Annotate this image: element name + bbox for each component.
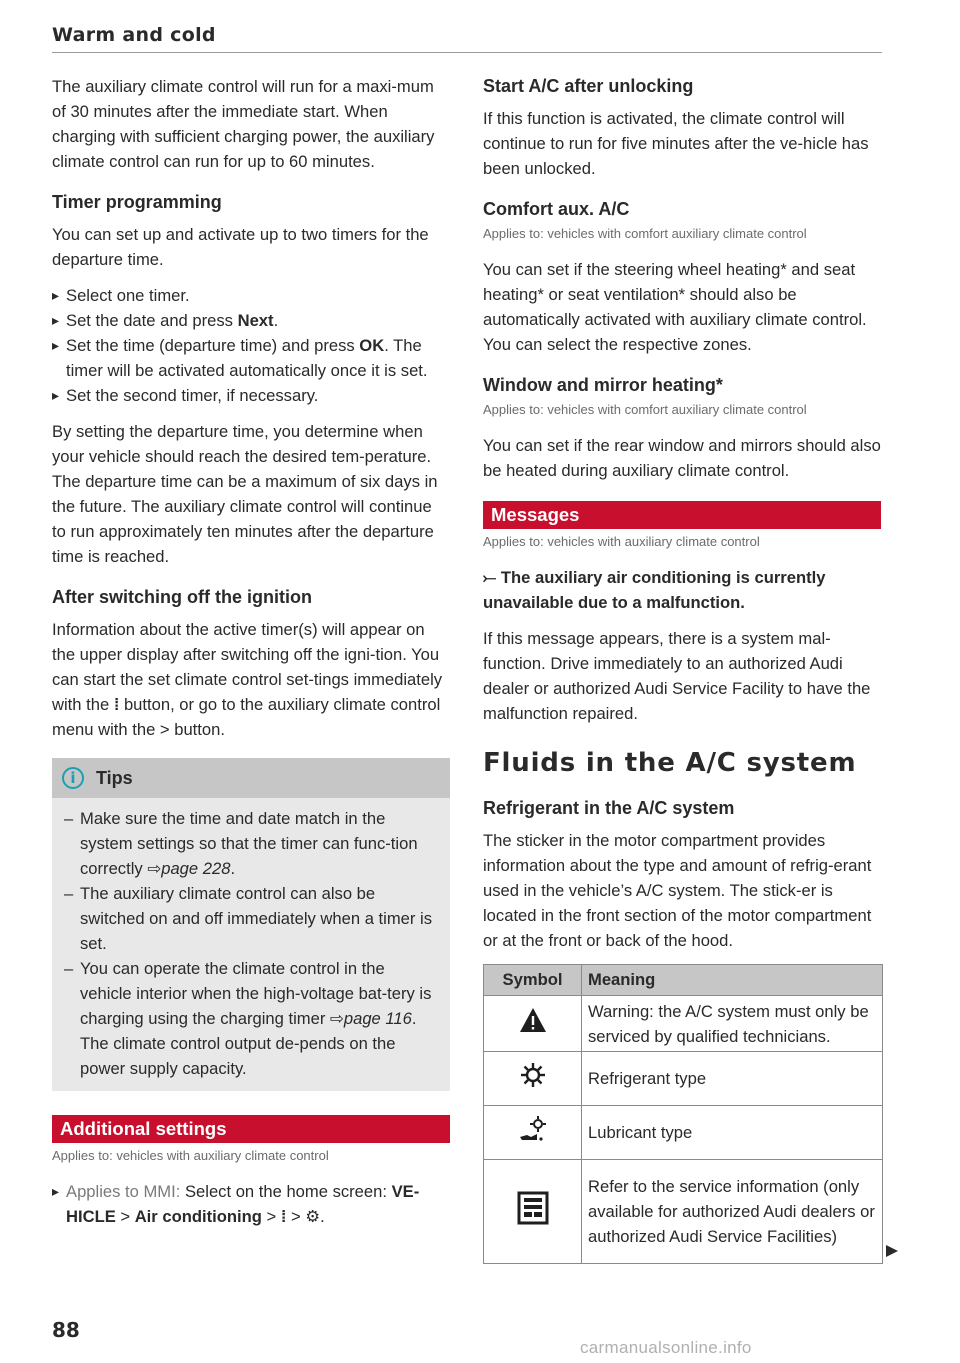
page-ref-116[interactable]: page 116 — [343, 1009, 412, 1028]
right-column — [483, 74, 881, 1264]
timer-heading: Timer programming — [52, 192, 222, 212]
step-3-text: Set the time (departure time) and press — [66, 336, 360, 355]
symbol-table — [483, 964, 883, 1264]
messages-heading: Messages — [483, 501, 881, 529]
step-3-post: . The timer will be activated automatically once it is set. — [66, 336, 428, 380]
refrigerant-paragraph: The sticker in the motor compartment provides information about the type and amount of refrig-erant used in the vehicle’s A/C system. The stick-er is located in the front section of the motor compartment or at the front or back of the hood. — [483, 831, 872, 950]
ac-fan-icon: ⤚ — [483, 568, 497, 587]
page-number: 88 — [52, 1318, 80, 1342]
tip-1-text: Make sure the time and date match in the system settings so that the timer can func-tion correctly — [80, 809, 418, 878]
service-manual-icon — [484, 1160, 582, 1264]
step-2-text: Set the date and press — [66, 311, 238, 330]
tip-2: – The auxiliary climate control can also be switched on and off immediately when a timer is set. — [52, 881, 450, 956]
message-paragraph: If this message appears, there is a system mal-function. Drive immediately to an authorized Audi dealer or authorized Audi Service Facility to have the malfunction repaired. — [483, 629, 871, 723]
tips-box — [52, 758, 450, 1091]
page-ref-arrow-icon: ⇨ — [329, 1009, 344, 1028]
mmi-label: Applies to MMI: — [66, 1182, 181, 1201]
table-row — [484, 1160, 883, 1264]
table-cell-meaning: Refrigerant type — [582, 1052, 883, 1106]
comfort-applies: Applies to: vehicles with comfort auxiliary climate control — [483, 226, 807, 241]
lubricant-icon — [484, 1106, 582, 1160]
comfort-paragraph: You can set if the steering wheel heating* and seat heating* or seat ventilation* should also be automatically activated with auxiliary climate control. You can select the respective zones. — [483, 260, 867, 354]
vehicle-menu-label: VE-HICLE — [66, 1182, 420, 1226]
menu-separator: > — [115, 1207, 135, 1226]
meaning-column-header: Meaning — [582, 965, 883, 996]
next-label: Next — [237, 311, 274, 330]
mmi-text: Select on the home screen: — [180, 1182, 392, 1201]
table-cell-meaning: Lubricant type — [582, 1106, 883, 1160]
ignition-text-2: button, or go to the auxiliary climate control menu with the > button. — [52, 695, 441, 739]
tip-3-post: . The climate control output de-pends on the power supply capacity. — [80, 1009, 417, 1078]
additional-settings-heading: Additional settings — [52, 1115, 450, 1143]
comfort-heading: Comfort aux. A/C — [483, 199, 630, 219]
start-ac-paragraph: If this function is activated, the climate control will continue to run for five minutes after the ve-hicle has been unlocked. — [483, 109, 869, 178]
tip-1: – Make sure the time and date match in the system settings so that the timer can func-tion correctly ⇨page 228. — [52, 806, 450, 881]
symbol-column-header: Symbol — [484, 965, 582, 996]
left-column — [52, 74, 450, 1229]
page-ref-arrow-icon: ⇨ — [147, 859, 162, 878]
header-title: Warm and cold — [52, 24, 216, 46]
fluids-heading: Fluids in the A/C system — [483, 748, 857, 778]
table-row — [484, 996, 883, 1052]
ignition-paragraph — [52, 617, 450, 742]
tip-3-text: You can operate the climate control in the vehicle interior when the high-voltage bat-tery is charging using the charging timer — [80, 959, 432, 1028]
messages-applies: Applies to: vehicles with auxiliary climate control — [483, 534, 760, 549]
page-header — [52, 24, 882, 53]
timer-intro: You can set up and activate up to two timers for the departure time. — [52, 225, 429, 269]
settings-gear-icon: ⚙ — [305, 1207, 321, 1226]
table-cell-meaning: Refer to the service information (only available for authorized Audi dealers or authorized Audi Service Facilities) — [582, 1160, 883, 1264]
warning-triangle-icon — [484, 996, 582, 1052]
step-3 — [52, 333, 450, 383]
table-cell-meaning: Warning: the A/C system must only be serviced by qualified technicians. — [582, 996, 883, 1052]
step-1: ▸ Select one timer. — [52, 283, 450, 308]
step-4: ▸ Set the second timer, if necessary. — [52, 383, 450, 408]
watermark: carmanualsonline.info — [580, 1338, 752, 1357]
tip-3 — [52, 956, 450, 1081]
message-title-text: The auxiliary air conditioning is currently unavailable due to a malfunction. — [483, 568, 826, 612]
ignition-heading: After switching off the ignition — [52, 587, 312, 607]
message-title — [483, 565, 881, 615]
intro-paragraph: The auxiliary climate control will run for a maxi-mum of 30 minutes after the immediate start. When charging with sufficient charging power, the auxiliary climate control can run for up to 60 minutes. — [52, 77, 435, 171]
ignition-text-1: Information about the active timer(s) will appear on the upper display after switching off the igni-tion. You can start the set climate control set-tings immediately with the — [52, 620, 443, 714]
window-paragraph: You can set if the rear window and mirrors should also be heated during auxiliary climate control. — [483, 436, 881, 480]
tips-header — [52, 758, 450, 798]
refrigerant-icon — [484, 1052, 582, 1106]
tips-title: Tips — [96, 767, 133, 788]
page-ref-228[interactable]: page 228 — [161, 859, 231, 878]
mmi-step: ▸ Applies to MMI: Select on the home screen: VE-HICLE > Air conditioning > ⁞ > ⚙. — [52, 1179, 450, 1229]
auxiliary-button-icon: ⁞ — [113, 695, 120, 714]
additional-applies: Applies to: vehicles with auxiliary climate control — [52, 1148, 329, 1163]
step-2: ▸ Set the date and press Next. — [52, 308, 450, 333]
start-ac-heading: Start A/C after unlocking — [483, 76, 694, 96]
refrigerant-heading: Refrigerant in the A/C system — [483, 798, 735, 818]
info-icon: i — [62, 767, 84, 789]
auxiliary-button-icon: ⁞ — [280, 1207, 287, 1226]
timer-steps — [52, 283, 450, 408]
tips-list — [52, 798, 450, 1081]
window-applies: Applies to: vehicles with comfort auxiliary climate control — [483, 402, 807, 417]
table-row — [484, 1052, 883, 1106]
table-header-row — [484, 965, 883, 996]
air-conditioning-menu-label: Air conditioning — [134, 1207, 262, 1226]
continue-arrow-icon — [886, 1245, 898, 1257]
window-mirror-heading: Window and mirror heating* — [483, 375, 723, 395]
departure-paragraph: By setting the departure time, you determine when your vehicle should reach the desired tem-perature. The departure time can be a maximum of six days in the future. The auxiliary climate control will continue to run approximately ten minutes after the departure time is reached. — [52, 422, 438, 566]
table-row — [484, 1106, 883, 1160]
ok-label: OK — [359, 336, 385, 355]
